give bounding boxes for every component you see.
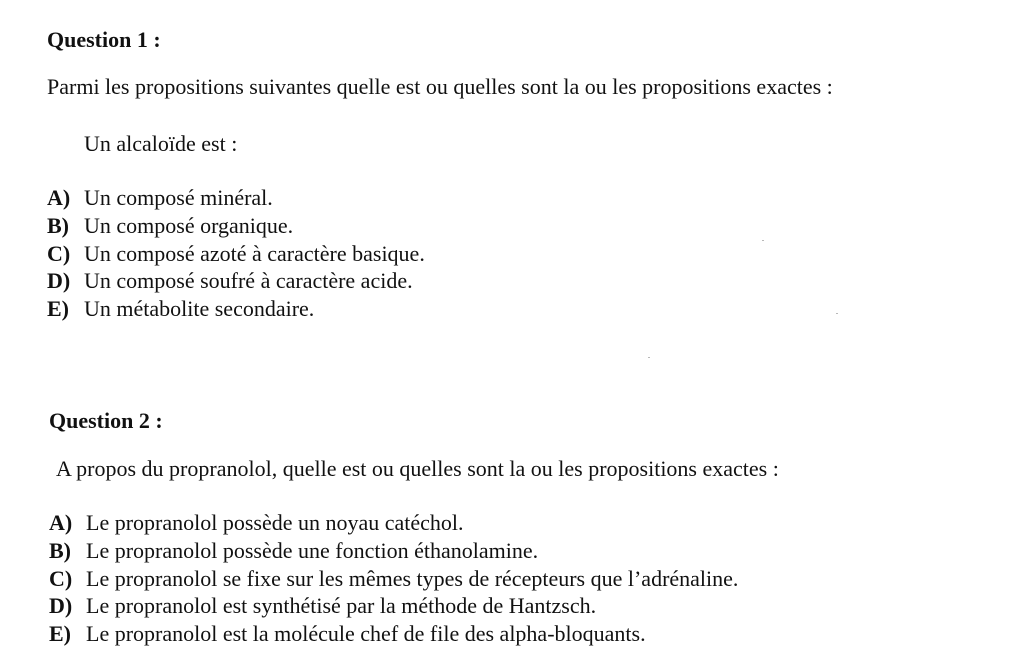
question-2-option-a	[49, 509, 738, 537]
option-letter: D)	[47, 268, 71, 294]
option-text: Le propranolol possède un noyau catéchol.	[86, 510, 464, 535]
question-1-subprompt: Un alcaloïde est :	[84, 131, 238, 156]
option-text: Un composé minéral.	[84, 185, 273, 210]
option-text: Un composé soufré à caractère acide.	[84, 268, 413, 294]
option-letter: E)	[49, 621, 71, 647]
question-2-option-e	[49, 620, 738, 648]
question-1-title: Question 1 :	[47, 27, 161, 52]
question-2-option-b	[49, 537, 738, 565]
option-text: Le propranolol est la molécule chef de file des alpha-bloquants.	[86, 621, 646, 647]
question-1-option-c	[47, 240, 425, 268]
option-text: Un composé azoté à caractère basique.	[84, 240, 425, 266]
option-letter: A)	[47, 185, 71, 210]
option-text: Le propranolol possède une fonction éthanolamine.	[86, 537, 539, 563]
question-2-title: Question 2 :	[49, 408, 163, 433]
question-1-stem: Parmi les propositions suivantes quelle est ou quelles sont la ou les propositions exactes :	[47, 74, 833, 99]
option-letter: D)	[49, 593, 73, 619]
option-letter: E)	[47, 296, 69, 322]
option-text: Un composé organique.	[84, 212, 294, 238]
scan-speck	[836, 313, 838, 314]
scan-speck	[648, 357, 650, 358]
question-2-options	[49, 509, 738, 648]
question-2-option-d	[49, 592, 738, 620]
option-letter: A)	[49, 510, 73, 535]
option-letter: C)	[47, 240, 71, 266]
question-1-option-b	[47, 212, 425, 240]
question-1-option-e	[47, 295, 425, 323]
question-1-options	[47, 184, 425, 323]
question-1-option-d	[47, 267, 425, 295]
scan-speck	[762, 240, 764, 241]
option-text: Le propranolol est synthétisé par la méthode de Hantzsch.	[86, 593, 597, 619]
question-2-option-c	[49, 565, 738, 593]
question-1-option-a	[47, 184, 425, 212]
option-letter: C)	[49, 565, 73, 591]
option-letter: B)	[47, 212, 69, 238]
option-letter: B)	[49, 537, 71, 563]
question-2-stem: A propos du propranolol, quelle est ou quelles sont la ou les propositions exactes :	[56, 456, 779, 481]
option-text: Le propranolol se fixe sur les mêmes types de récepteurs que l’adrénaline.	[86, 565, 739, 591]
option-text: Un métabolite secondaire.	[84, 296, 315, 322]
